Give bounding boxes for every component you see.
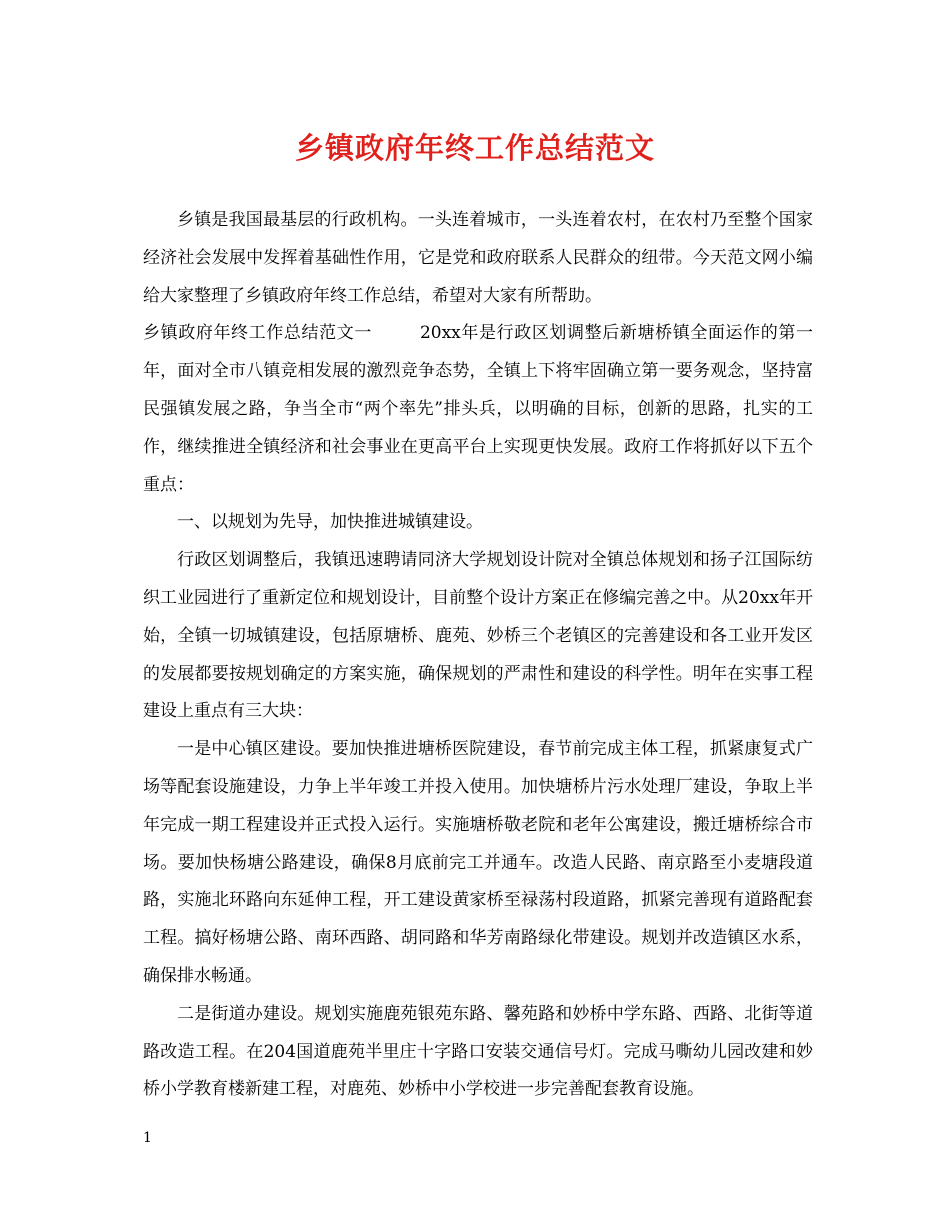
- subheading-planning: 一、以规划为先导，加快推进城镇建设。: [177, 512, 483, 533]
- section-heading: 乡镇政府年终工作总结范文一: [143, 323, 372, 344]
- section-one-paragraph: [143, 315, 813, 504]
- section-one-text: 20xx年是行政区划调整后新塘桥镇全面运作的第一年，面对全市八镇竞相发展的激烈竞争态势，全镇上下将牢固确立第一要务观念，坚持富民强镇发展之路，争当全市“两个率先”排头兵，以明确的目标，创新的思路，扎实的工作，继续推进全镇经济和社会事业在更高平台上实现更快发展。政府工作将抓好以下五个重点：: [143, 323, 813, 495]
- document-body: [143, 202, 813, 1109]
- document-title: 乡镇政府年终工作总结范文: [294, 131, 655, 165]
- town-center-paragraph: 一是中心镇区建设。要加快推进塘桥医院建设，春节前完成主体工程，抓紧康复式广场等配套设施建设，力争上半年竣工并投入使用。加快塘桥片污水处理厂建设，争取上半年完成一期工程建设并正式投入运行。实施塘桥敬老院和老年公寓建设，搬迁塘桥综合市场。要加快杨塘公路建设，确保8月底前完工并通车。改造人民路、南京路至小麦塘段道路，实施北环路向东延伸工程，开工建设黄家桥至禄荡村段道路，抓紧完善现有道路配套工程。搞好杨塘公路、南环西路、胡同路和华芳南路绿化带建设。规划并改造镇区水系，确保排水畅通。: [143, 739, 813, 986]
- intro-paragraph: 乡镇是我国最基层的行政机构。一头连着城市，一头连着农村，在农村乃至整个国家经济社会发展中发挥着基础性作用，它是党和政府联系人民群众的纽带。今天范文网小编给大家整理了乡镇政府年终工作总结，希望对大家有所帮助。: [143, 210, 813, 306]
- page-number: 1: [143, 1130, 152, 1146]
- planning-paragraph: 行政区划调整后，我镇迅速聘请同济大学规划设计院对全镇总体规划和扬子江国际纺织工业园进行了重新定位和规划设计，目前整个设计方案正在修编完善之中。从20xx年开始，全镇一切城镇建设，包括原塘桥、鹿苑、妙桥三个老镇区的完善建设和各工业开发区的发展都要按规划确定的方案实施，确保规划的严肃性和建设的科学性。明年在实事工程建设上重点有三大块：: [143, 550, 813, 722]
- street-office-paragraph: 二是街道办建设。规划实施鹿苑银苑东路、馨苑路和妙桥中学东路、西路、北街等道路改造工程。在204国道鹿苑半里庄十字路口安装交通信号灯。完成马嘶幼儿园改建和妙桥小学教育楼新建工程，对鹿苑、妙桥中小学校进一步完善配套教育设施。: [143, 1003, 813, 1100]
